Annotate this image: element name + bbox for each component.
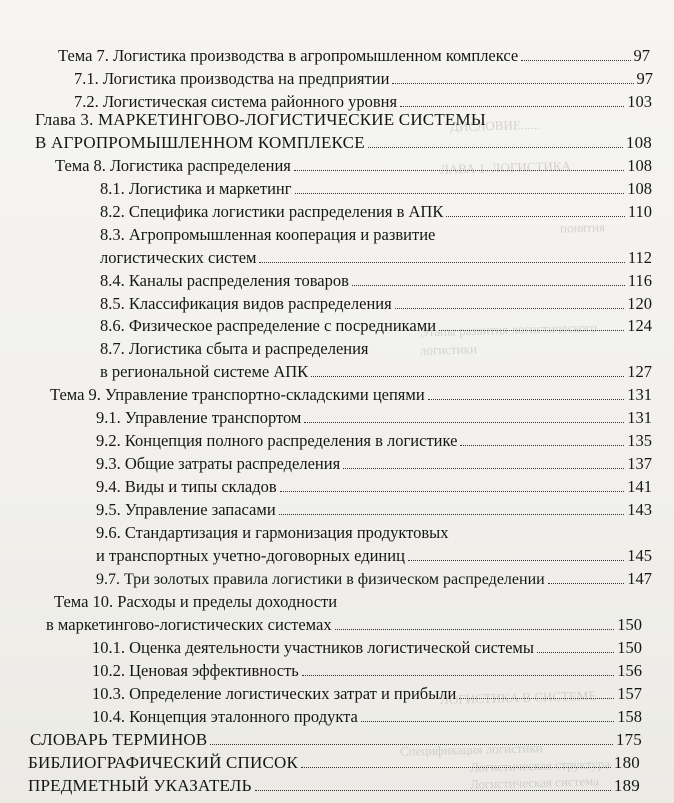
toc-entry-8-2: 8.2. Специфика логистики распределения в АПК 110	[100, 202, 652, 221]
dot-leader	[392, 83, 633, 84]
dot-leader	[352, 285, 625, 286]
toc-entry-8-7-line1: 8.7. Логистика сбыта и распределения	[100, 339, 369, 358]
toc-entry-8-3-line2: логистических систем 112	[100, 248, 652, 267]
toc-entry-10-3: 10.3. Определение логистических затрат и прибыли 157	[92, 684, 642, 703]
toc-entry-10-1: 10.1. Оценка деятельности участников логистической системы 150	[92, 638, 642, 657]
toc-entry-9-4: 9.4. Виды и типы складов 141	[96, 477, 652, 496]
toc-entry-tema8: Тема 8. Логистика распределения 108	[55, 156, 652, 175]
dot-leader	[302, 675, 614, 676]
dot-leader	[548, 583, 625, 584]
toc-entry-8-1: 8.1. Логистика и маркетинг 108	[100, 179, 652, 198]
dot-leader	[311, 376, 624, 377]
toc-entry-9-5: 9.5. Управление запасами 143	[96, 500, 652, 519]
toc-entry-8-7-line2: в региональной системе АПК 127	[100, 362, 652, 381]
dot-leader	[395, 308, 625, 309]
toc-entry-8-3-line1: 8.3. Агропромышленная кооперация и развитие	[100, 225, 436, 244]
toc-entry-9-1: 9.1. Управление транспортом 131	[96, 408, 652, 427]
dot-leader	[361, 721, 614, 722]
dot-leader	[279, 514, 625, 515]
toc-entry-chapter3-line2: В АГРОПРОМЫШЛЕННОМ КОМПЛЕКСЕ 108	[35, 133, 652, 152]
toc-entry-index: ПРЕДМЕТНЫЙ УКАЗАТЕЛЬ 189	[28, 776, 640, 795]
dot-leader	[537, 652, 614, 653]
toc-entry-9-6-line1: 9.6. Стандартизация и гармонизация продуктовых	[96, 523, 449, 542]
toc-entry-8-6: 8.6. Физическое распределение с посредниками 124	[100, 316, 652, 335]
dot-leader	[259, 262, 624, 263]
dot-leader	[460, 445, 624, 446]
toc-entry-glossary: СЛОВАРЬ ТЕРМИНОВ 175	[30, 730, 642, 749]
toc-entry-10-2: 10.2. Ценовая эффективность 156	[92, 661, 642, 680]
dot-leader	[521, 60, 630, 61]
toc-entry-10-4: 10.4. Концепция эталонного продукта 158	[92, 707, 642, 726]
dot-leader	[335, 629, 615, 630]
toc-entry-9-2: 9.2. Концепция полного распределения в логистике 135	[96, 431, 652, 450]
dot-leader	[304, 422, 624, 423]
toc-entry-tema10-line1: Тема 10. Расходы и пределы доходности	[54, 592, 338, 611]
toc-entry-9-7: 9.7. Три золотых правила логистики в физическом распределении 147	[96, 569, 652, 588]
dot-leader	[210, 744, 612, 745]
toc-entry-tema9: Тема 9. Управление транспортно-складскими цепями 131	[50, 385, 652, 404]
dot-leader	[294, 170, 624, 171]
dot-leader	[295, 193, 625, 194]
dot-leader	[280, 491, 625, 492]
dot-leader	[368, 147, 623, 148]
toc-entry-7-1: 7.1. Логистика производства на предприятии 97	[74, 69, 653, 88]
dot-leader	[255, 790, 611, 791]
dot-leader	[446, 216, 625, 217]
toc-entry-chapter3-line1: Глава 3. МАРКЕТИНГОВО-ЛОГИСТИЧЕСКИЕ СИСТЕМЫ	[35, 110, 486, 129]
toc-entry-9-3: 9.3. Общие затраты распределения 137	[96, 454, 652, 473]
toc-entry-tema10-line2: в маркетингово-логистических системах 150	[46, 615, 642, 634]
toc-entry-tema7: Тема 7. Логистика производства в агропромышленном комплексе 97	[58, 46, 650, 65]
dot-leader	[343, 468, 624, 469]
toc-entry-8-5: 8.5. Классификация видов распределения 120	[100, 294, 652, 313]
dot-leader	[459, 698, 614, 699]
dot-leader	[408, 560, 624, 561]
toc-entry-7-2: 7.2. Логистическая система районного уровня 103	[74, 92, 652, 111]
toc-entry-8-4: 8.4. Каналы распределения товаров 116	[100, 271, 652, 290]
toc-entry-bibliography: БИБЛИОГРАФИЧЕСКИЙ СПИСОК 180	[28, 753, 640, 772]
dot-leader	[439, 330, 624, 331]
dot-leader	[301, 767, 611, 768]
book-page: ДИСЛОВИЕ...... ЛАВА 1. ЛОГИСТИКА понятия Этапы развития логистического логистики ЛОГИСТИКА В СИСТЕМЕ Спецификация логистики Логистическая структура Логистическая система Тема 7. Логистика производства в агропромышленном комплексе 97 7.1. Логистика производства на предприятии 97 7.2. Логистическая система районного уровня 103 Глава 3. МАРКЕТИНГОВО-ЛОГИСТИЧЕСКИЕ СИСТЕМЫ В АГРОПРОМЫШЛЕННОМ КОМПЛЕКСЕ 108 Тема 8. Логистика распределения 108 8.1. Логистика и маркетинг 108 8.2. Специфика логистики распределения в АПК 110 8.3. Агропромышленная кооперация и развитие логистических систем 112 8.4. Каналы распределения товаров 116 8.5. Классификация видов распределения 120 8.6. Физическое распределение с посредниками 124 8.7. Логистика сбыта и распределения в региональной системе АПК 127 Тема 9. Управление транспортно-складскими цепями 131 9.1. Управление транспортом 131 9.2. Концепция полного распределения в логистике 135 9.3. Общие затраты распределения 137 9.4. Виды и типы складов 141 9.5. Управление запасами 143 9.6. Стандартизация и гармонизация продуктовых и транспортных учетно-договорных единиц 145 9.7. Три золотых правила логистики в физическом распределении 147 Тема 10. Расходы и пределы доходности в маркетингово-логистических системах 150 10.1. Оценка деятельности участников логистической системы 150 10.2. Ценовая эффективность 156 10.3. Определение логистических затрат и прибыли 157 10.4. Концепция эталонного продукта 158 СЛОВАРЬ ТЕРМИНОВ 175 БИБЛИОГРАФИЧЕСКИЙ СПИСОК 180 ПРЕДМЕТНЫЙ УКАЗАТЕЛЬ 189	[0, 0, 674, 803]
dot-leader	[428, 399, 625, 400]
toc-entry-9-6-line2: и транспортных учетно-договорных единиц 145	[96, 546, 652, 565]
